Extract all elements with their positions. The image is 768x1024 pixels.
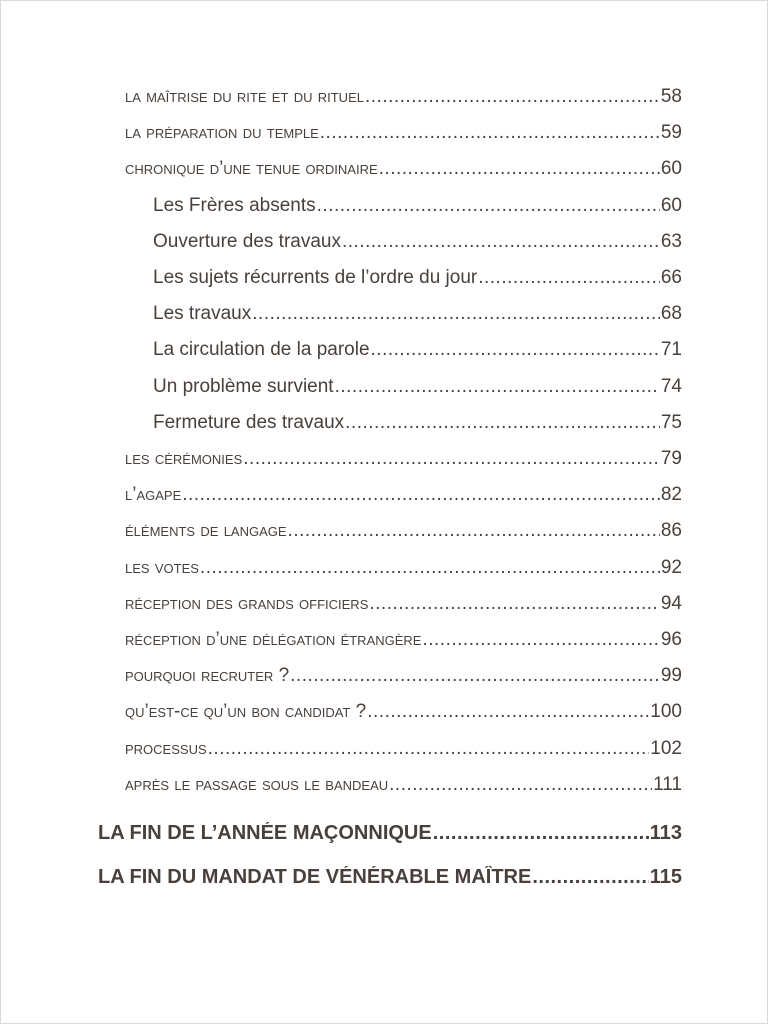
dot-leader <box>345 412 660 434</box>
toc-entry-title: pourquoi recruter ? <box>125 665 290 687</box>
toc-entry[interactable] <box>125 557 682 579</box>
toc-entry-title: les votes <box>125 556 199 578</box>
toc-entry-page-number: 74 <box>660 375 682 397</box>
dot-leader <box>369 593 659 615</box>
toc-entry-page-number: 59 <box>660 122 682 144</box>
dot-leader <box>532 866 648 889</box>
toc-entry-page-number: 75 <box>660 411 682 433</box>
toc-entry[interactable] <box>125 484 682 506</box>
toc-entry[interactable] <box>125 520 682 542</box>
toc-entry[interactable] <box>153 231 682 253</box>
toc-entry[interactable] <box>125 86 682 108</box>
toc-entry[interactable] <box>125 158 682 180</box>
toc-entry-page-number: 94 <box>660 592 682 614</box>
toc-entry-page-number: 66 <box>660 267 682 288</box>
toc-entry-title: Les travaux <box>153 303 252 325</box>
toc-entry[interactable] <box>125 738 682 760</box>
toc-entry-page-number: 60 <box>660 158 682 180</box>
toc-entry-page-number: 102 <box>650 737 682 759</box>
toc-entry[interactable] <box>125 122 682 144</box>
dot-leader <box>317 195 660 217</box>
dot-leader <box>371 339 660 361</box>
dot-leader <box>290 665 660 687</box>
toc-entry[interactable] <box>125 774 682 796</box>
dot-leader <box>243 448 660 470</box>
toc-entry-title: l’agape <box>125 484 182 506</box>
toc-entry-page-number: 60 <box>660 194 682 216</box>
toc-entry-page-number: 68 <box>660 303 682 325</box>
toc-entry-page-number: 113 <box>649 822 682 844</box>
toc-entry[interactable] <box>125 629 682 651</box>
dot-leader <box>200 557 660 579</box>
toc-entry[interactable] <box>153 195 682 217</box>
dot-leader <box>422 629 659 651</box>
toc-entry-page-number: 86 <box>660 520 682 542</box>
dot-leader <box>182 484 660 506</box>
toc-entry-page-number: 82 <box>660 484 682 506</box>
dot-leader <box>335 376 660 398</box>
toc-entry[interactable] <box>125 701 682 723</box>
toc-entry-title: réception d’une délégation étrangère <box>125 629 422 650</box>
toc-entry-title: éléments de langage <box>125 520 287 542</box>
toc-entry[interactable] <box>98 866 682 889</box>
dot-leader <box>288 520 660 542</box>
toc-entry-title: Ouverture des travaux <box>153 230 341 252</box>
toc-entry[interactable] <box>98 822 682 845</box>
toc-entry-title: la maîtrise du rite et du rituel <box>125 86 364 107</box>
toc-entry-page-number: 71 <box>660 339 682 361</box>
toc-entry-page-number: 58 <box>660 86 682 107</box>
dot-leader <box>252 303 660 325</box>
toc-entry-title: LA FIN DU MANDAT DE VÉNÉRABLE MAÎTRE <box>98 866 532 888</box>
dot-leader <box>478 267 660 289</box>
toc-entry-title: la préparation du temple <box>125 122 319 144</box>
toc-entry[interactable] <box>125 593 682 615</box>
toc-entry[interactable] <box>125 448 682 470</box>
toc-entry-title: les cérémonies <box>125 448 243 469</box>
toc-entry-page-number: 63 <box>660 230 682 252</box>
toc-entry-title: Un problème survient <box>153 375 334 397</box>
toc-entry-page-number: 100 <box>650 701 682 723</box>
toc-entry-page-number: 99 <box>660 665 682 687</box>
dot-leader <box>379 158 660 180</box>
dot-leader <box>367 701 649 723</box>
toc-entry-page-number: 79 <box>660 448 682 469</box>
dot-leader <box>365 86 660 108</box>
toc-entry-title: LA FIN DE L’ANNÉE MAÇONNIQUE <box>98 822 432 844</box>
toc-entry-title: qu’est-ce qu’un bon candidat ? <box>125 701 367 723</box>
toc-entry[interactable] <box>153 376 682 398</box>
toc-entry-title: Les Frères absents <box>153 194 316 216</box>
toc-entry-page-number: 115 <box>649 866 682 888</box>
toc-entry-title: processus <box>125 737 207 759</box>
toc-entry-title: après le passage sous le bandeau <box>125 773 389 795</box>
toc-entry-title: Les sujets récurrents de l’ordre du jour <box>153 267 478 288</box>
toc-entry[interactable] <box>153 412 682 434</box>
toc-entry[interactable] <box>153 267 682 289</box>
dot-leader <box>320 122 660 144</box>
toc-entry-page-number: 92 <box>660 556 682 578</box>
toc-entry-title: Fermeture des travaux <box>153 411 345 433</box>
toc-entry[interactable] <box>125 665 682 687</box>
toc-entry-page-number: 96 <box>660 629 682 650</box>
dot-leader <box>433 822 649 845</box>
toc-entry-title: La circulation de la parole <box>153 339 370 361</box>
toc-entry[interactable] <box>153 339 682 361</box>
dot-leader <box>389 774 652 796</box>
toc-entry-page-number: 111 <box>653 773 682 795</box>
toc-entry-title: chronique d’une tenue ordinaire <box>125 158 378 180</box>
toc-entry-title: réception des grands officiers <box>125 592 369 614</box>
dot-leader <box>208 738 650 760</box>
toc-entry[interactable] <box>153 303 682 325</box>
dot-leader <box>342 231 660 253</box>
